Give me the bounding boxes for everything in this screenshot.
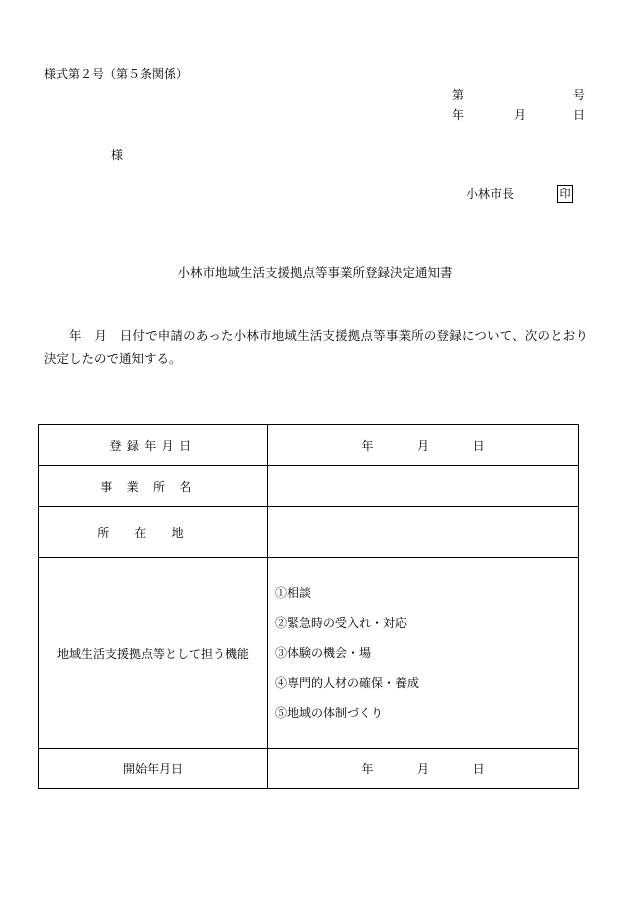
table-row xyxy=(39,749,579,789)
list-item: ⑤地域の体制づくり xyxy=(275,706,384,720)
list-item: ③体験の機会・場 xyxy=(275,646,372,660)
registration-table xyxy=(38,424,579,789)
functions-value xyxy=(268,558,579,749)
registration-date-value xyxy=(268,425,579,466)
office-name-label-text: 事業所名 xyxy=(100,479,206,494)
notice-body-text: 年 月 日付で申請のあった小林市地域生活支援拠点等事業所の登録について、次のとおり決定したので通知する。 xyxy=(44,328,588,366)
document-number-suffix: 号 xyxy=(573,88,586,102)
start-date-label: 開始年月日 xyxy=(39,749,268,789)
document-number-prefix: 第 xyxy=(452,88,465,102)
registration-date-label xyxy=(39,425,268,466)
table-row xyxy=(39,558,579,749)
issuer-name: 小林市長 xyxy=(466,187,515,201)
start-date-value xyxy=(268,749,579,789)
table-row xyxy=(39,507,579,558)
registration-date-day: 日 xyxy=(472,438,485,453)
registration-date-month: 月 xyxy=(416,438,429,453)
office-name-label xyxy=(39,466,268,507)
location-value xyxy=(268,507,579,558)
issue-date-day: 日 xyxy=(573,108,586,122)
location-label-text: 所在地 xyxy=(97,525,209,540)
office-name-value xyxy=(268,466,579,507)
list-item: ②緊急時の受入れ・対応 xyxy=(275,616,408,630)
registration-date-year: 年 xyxy=(361,438,374,453)
registration-date-label-text: 登録年月日 xyxy=(109,438,197,453)
seal-stamp: 印 xyxy=(557,185,573,203)
start-date-year: 年 xyxy=(361,762,374,776)
location-label xyxy=(39,507,268,558)
start-date-day: 日 xyxy=(472,762,485,776)
issue-date-month: 月 xyxy=(514,108,527,122)
table-row xyxy=(39,425,579,466)
form-number: 様式第２号（第５条関係） xyxy=(44,67,189,81)
list-item: ①相談 xyxy=(275,586,312,600)
list-item: ④専門的人材の確保・養成 xyxy=(275,676,420,690)
start-date-month: 月 xyxy=(416,762,429,776)
document-title: 小林市地域生活支援拠点等事業所登録決定通知書 xyxy=(177,265,453,280)
table-row xyxy=(39,466,579,507)
issue-date-year: 年 xyxy=(452,108,465,122)
addressee-honorific: 様 xyxy=(111,148,124,162)
functions-label: 地域生活支援拠点等として担う機能 xyxy=(39,558,268,749)
functions-list xyxy=(268,578,578,728)
